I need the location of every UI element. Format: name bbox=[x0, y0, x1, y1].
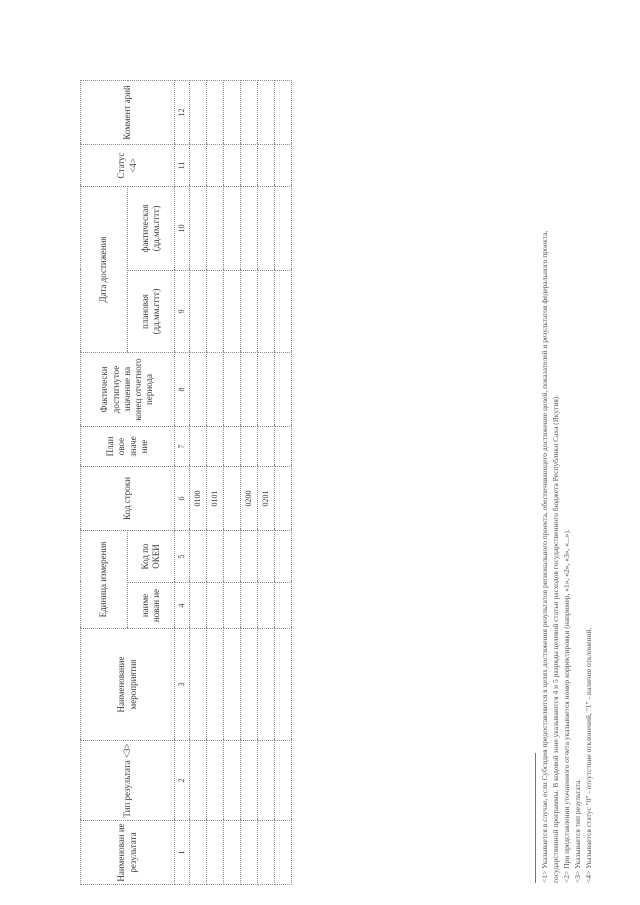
column-number: 4 bbox=[175, 583, 190, 629]
table-cell bbox=[258, 741, 275, 821]
table-cell bbox=[224, 186, 241, 270]
table-cell bbox=[190, 426, 207, 466]
table-cell bbox=[275, 583, 292, 629]
footnotes bbox=[535, 83, 594, 883]
table-cell bbox=[224, 821, 241, 885]
table-cell bbox=[275, 144, 292, 186]
table-cell bbox=[207, 80, 224, 144]
column-number: 12 bbox=[175, 80, 190, 144]
table-cell bbox=[224, 530, 241, 582]
table-cell bbox=[224, 144, 241, 186]
table-cell bbox=[275, 80, 292, 144]
table-row bbox=[207, 80, 224, 884]
table-cell bbox=[258, 629, 275, 741]
column-number: 9 bbox=[175, 270, 190, 352]
table-cell bbox=[190, 352, 207, 426]
table-cell bbox=[207, 426, 224, 466]
header-achieve-date: Дата достижения bbox=[81, 186, 128, 352]
table-cell bbox=[224, 80, 241, 144]
table-cell bbox=[190, 821, 207, 885]
column-number: 11 bbox=[175, 144, 190, 186]
footnote: <2> При представлении уточненного отчета указывается номер корректировки (например, «1», «2», «3», «...»). bbox=[562, 529, 571, 883]
table-row bbox=[241, 80, 258, 884]
table-cell bbox=[241, 186, 258, 270]
table-cell bbox=[190, 144, 207, 186]
column-number: 5 bbox=[175, 530, 190, 582]
header-planned-date: плановая (дд.мм.гггг) bbox=[128, 270, 175, 352]
table-cell bbox=[224, 352, 241, 426]
column-number: 1 bbox=[175, 821, 190, 885]
column-number: 10 bbox=[175, 186, 190, 270]
header-actual-value: Фактически достигнутое значение на конец отчетного периода bbox=[81, 352, 175, 426]
table-cell bbox=[207, 821, 224, 885]
header-result-name: Наименован ие результата bbox=[81, 821, 175, 885]
table-cell bbox=[207, 741, 224, 821]
table-cell bbox=[241, 741, 258, 821]
row-code-cell: 0201 bbox=[258, 466, 275, 530]
table-cell bbox=[258, 821, 275, 885]
table-cell bbox=[207, 270, 224, 352]
table-cell bbox=[190, 80, 207, 144]
header-comment: Коммент арий bbox=[81, 80, 175, 144]
table-cell bbox=[224, 583, 241, 629]
results-table bbox=[80, 80, 292, 885]
table-cell bbox=[275, 270, 292, 352]
table-cell bbox=[258, 270, 275, 352]
header-row-code: Код строки bbox=[81, 466, 175, 530]
table-cell bbox=[190, 583, 207, 629]
table-cell bbox=[241, 352, 258, 426]
table-cell bbox=[190, 629, 207, 741]
footnote: <4> Указывается статус "0" - отсутствие отклонений, "1" - наличие отклонений. bbox=[584, 627, 593, 883]
table-row bbox=[275, 80, 292, 884]
table-cell bbox=[275, 530, 292, 582]
table-cell bbox=[241, 80, 258, 144]
row-code-cell bbox=[275, 466, 292, 530]
table-cell bbox=[275, 426, 292, 466]
header-actual-date: фактическая (дд.мм.гггг) bbox=[128, 186, 175, 270]
table-row bbox=[224, 80, 241, 884]
table-cell bbox=[258, 530, 275, 582]
table-cell bbox=[207, 583, 224, 629]
table-cell bbox=[275, 186, 292, 270]
header-result-type: Тип результата <3> bbox=[81, 741, 175, 821]
header-okei: Код по ОКЕИ bbox=[128, 530, 175, 582]
table-cell bbox=[241, 629, 258, 741]
column-number: 6 bbox=[175, 466, 190, 530]
table-cell bbox=[258, 352, 275, 426]
table-cell bbox=[207, 186, 224, 270]
header-unit: Единица измерения bbox=[81, 530, 128, 628]
table-cell bbox=[241, 821, 258, 885]
table-cell bbox=[258, 186, 275, 270]
table-cell bbox=[190, 530, 207, 582]
table-cell bbox=[224, 629, 241, 741]
footnote: <1> Указывается в случае, если Субсидия предоставляется в целях достижения результатов регионального проекта, обеспечивающего достижение целей, показателей и результатов федерального проекта, bbox=[540, 230, 549, 883]
table-cell bbox=[275, 741, 292, 821]
header-status: Статус <4> bbox=[81, 144, 175, 186]
table-cell bbox=[224, 270, 241, 352]
table-cell bbox=[190, 270, 207, 352]
table-cell bbox=[258, 80, 275, 144]
row-code-cell: 0200 bbox=[241, 466, 258, 530]
table-cell bbox=[207, 352, 224, 426]
table-cell bbox=[241, 144, 258, 186]
column-number: 3 bbox=[175, 629, 190, 741]
header-unit-name: наиме нован ие bbox=[128, 583, 175, 629]
table-cell bbox=[241, 270, 258, 352]
footnote: <3> Указывается тип результата. bbox=[573, 778, 582, 883]
header-planned-value: План овое значе ние bbox=[81, 426, 175, 466]
row-code-cell bbox=[224, 466, 241, 530]
table-cell bbox=[241, 426, 258, 466]
table-cell bbox=[190, 741, 207, 821]
table-cell bbox=[275, 629, 292, 741]
column-number: 7 bbox=[175, 426, 190, 466]
table-cell bbox=[207, 144, 224, 186]
footnote-divider bbox=[535, 753, 536, 883]
table-cell bbox=[275, 821, 292, 885]
column-number: 2 bbox=[175, 741, 190, 821]
table-cell bbox=[241, 583, 258, 629]
row-code-cell: 0100 bbox=[190, 466, 207, 530]
table-cell bbox=[207, 530, 224, 582]
row-code-cell: 0101 bbox=[207, 466, 224, 530]
footnote: государственной программы. В кодовой зоне указываются 4 и 5 разряды целевой статьи расходов государственного бюджета Республики Саха (Якутия). bbox=[551, 394, 560, 883]
table-row bbox=[258, 80, 275, 884]
header-event-name: Наименование мероприятия bbox=[81, 629, 175, 741]
table-cell bbox=[275, 352, 292, 426]
table-cell bbox=[258, 426, 275, 466]
table-cell bbox=[207, 629, 224, 741]
column-number: 8 bbox=[175, 352, 190, 426]
table-cell bbox=[190, 186, 207, 270]
table-cell bbox=[258, 583, 275, 629]
table-cell bbox=[224, 426, 241, 466]
table-cell bbox=[224, 741, 241, 821]
table-row bbox=[190, 80, 207, 884]
table-cell bbox=[241, 530, 258, 582]
table-cell bbox=[258, 144, 275, 186]
